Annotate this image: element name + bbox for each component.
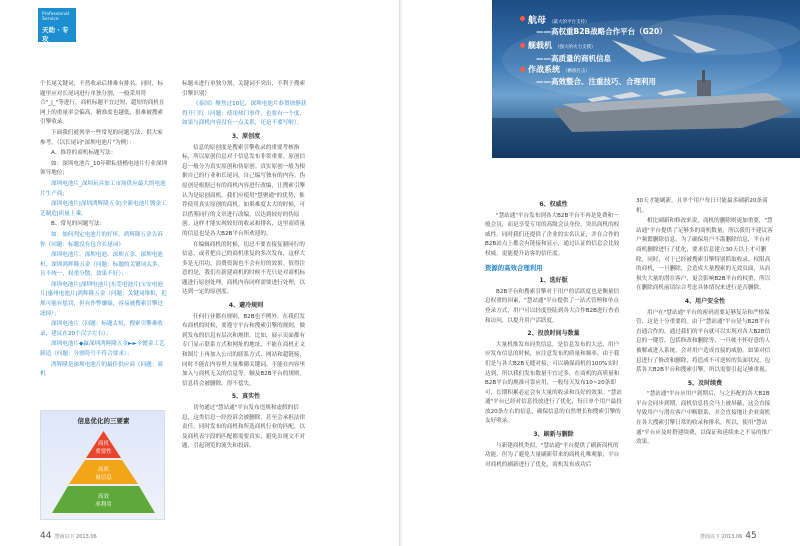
col1-para: A、推荐的商机标题写法： <box>51 150 117 157</box>
col1-para: 如：深圳电池片_10年耕耘骁楷电池片行业深圳领导地位； <box>40 160 168 177</box>
column-2 <box>182 80 310 530</box>
col2-para: 信息的原创度是搜索引擎收录的重要考核指标，所以原创信息对于信息发布非常重要。原创信息一般分为真实原创和伪原创。真实原创一般为根据自己的行业和长尾词，自己编写独有的内容。伪原创是根据已有的商机内容进行改编，让搜索引擎认为是原创商机。我们应使用"慧聚通"的优势，推荐使用真实原创的商机，如果难度太大的时候，可以借鉴同行的文章进行改编，以达到较好的伪原创。这样才能实现较好的收录和排名，这里商质量的信息也是各大B2B平台所欢迎的。 <box>182 144 306 237</box>
col2-heading: 5、真实性 <box>231 393 261 401</box>
tier-mid-label-2: 量信息 <box>95 475 112 481</box>
col2-para: 《泰国》聚焦过10亿，深圳电池片恭贺徐静获得开门红（问题：使用热门事件，也要有一个度，如果与商机内容没有一点关系，还是不要写啦）。 <box>182 101 307 127</box>
page-gutter <box>399 0 402 546</box>
col4-para: "慧站通"平台应用户到期后，与之匹配的各大B2B平台会同步到期，商机信息将会马上被屏蔽，这会直接导致用户与潜在客户中断联系，并会直接地让企业商机在各大搜索引擎日常的收录和排名。所以，使用"慧站通"平台应及时搭建续费，以保证和延续来之不易的推广效果。 <box>636 391 773 446</box>
figure-title: 信息优化的三要素 <box>77 417 130 425</box>
column-3 <box>485 197 622 530</box>
col3-para: "慧站通"平台发布到各大B2B平台不再是免费和一般会员，而是享受专用的高级会员身份，突出商机的权威性。同时我们还提供了企业的实名认证，并在合作的B2B站点上都会有链接和显示，通过认证的信息会比较权威，更能提升访客的信任度。 <box>485 212 620 257</box>
footer-right <box>700 531 757 541</box>
col2-para: 任何行业都有规则，B2B也不例外。在我们发布商机的时候，要遵守平台和搜索引擎的规则，做到发布的信息有层次和规律。比如，展示页面都有专门显示联系方式和网址的地址，不能在商机正文和图片上再加入公司的联系方式、网站和超链接，同时不能在内容里大量堆砌关键词、不能在内容里加入与商机无关的信息等。触及B2B平台的规则，信息将会被删除，得不偿失。 <box>182 313 306 387</box>
section-tag-en-2: Service <box>42 17 59 22</box>
col1-para: 深圳电池片_深圳玩具加工市场供应最大的电池片生产商； <box>40 180 166 197</box>
col2-para: 标题未进行单独分割，关键词不突出，不利于搜索引擎识别） <box>182 81 306 97</box>
tier-mid-label-1: 高质 <box>97 467 110 473</box>
section-tag <box>38 8 76 42</box>
bullet-icon <box>520 43 525 48</box>
bullet-icon <box>520 16 525 21</box>
col3-heading: 2、投放时间与数量 <box>527 330 580 338</box>
hero-line-3: 舰载机 （强大的火力支援） <box>528 41 596 50</box>
column-1 <box>40 80 168 402</box>
tier-bot-label-1: 高效 <box>97 494 110 500</box>
column-4 <box>636 197 774 530</box>
col1-para: 下面我们就列举一些常见的问题写法，供大家参考。（以长尾词"深圳电池片"为例）： <box>40 129 163 146</box>
col1-para: B、常见的问题写法： <box>51 221 106 228</box>
col3-heading: 3、刷新与删除 <box>533 431 574 439</box>
col3-para: 大量机推发布同类信息，是信息发布的大忌，用户应发布信息的时候，应注意发布的质量和频率。由于我们是与各大B2B无缝对接，可以确保商机的100%实时达到，所以我们发布数量不宜过多。在商机的高质量和B2B平台的规准可靠应用，一般每天发布10~20条即可，长期积累必定会有大量的收录和良好的效果。"慧站通"平台已经对信息投放进行了优化，每日单个用户最投放20条左右的信息，确保信息的自然增长和搜索引擎的友好收录。 <box>485 341 622 425</box>
pyramid-figure <box>40 410 165 520</box>
col3-heading: 6、权威性 <box>539 201 568 208</box>
hero-line-6: ——高效整合、注重技巧、合理利用 <box>536 77 656 86</box>
col1-para: 深圳电池片、深圳电池、深圳五金、深圳电池机、深圳鸿辉隆五金（问题：标题的关键词太多，且不统一，权重分散，效果不好）； <box>40 252 164 278</box>
section-heading: 资源的高效合理利用 <box>485 263 543 272</box>
section-tag-cn: 天助 · 专攻 <box>42 26 69 43</box>
col4-para: 用户在"慧站通"平台的密码需要足够复杂和严格保管，这是十分重要的。由于"慧站通"平台是与B2B平台直通合作的，通过我们的平台就可以实现对各大B2B信息的一键管，包括修改和删除等，一旦帐不怀好意的人被解或进入系统，会对用户造成直接的威胁。如果对信息进行了修改和删除，将造成不可逆转的负面状况，包括各大B2B平台和搜索引擎，所以需要引起足够重视。 <box>636 309 771 374</box>
col2-heading: 4、避冷规则 <box>228 302 264 310</box>
col4-para: 30天才能刷新，且单个用户每日只能最多刷新20条商机。 <box>636 198 768 214</box>
col1-para: 深圳电池片|深圳电池片|东莞电池片|宝安电池片|惠州电池片|鸿辉隆五金（问题：关键词堆积，犯规可能有惩罚，但有作弊嫌疑，容易被搜索引擎过滤掉）； <box>40 281 167 317</box>
pyramid-graphic <box>41 411 166 521</box>
hero-line-5: 作战系统 （精准打击） <box>528 65 590 74</box>
col3-para: 与新建商机类似，"慧站通"平台提供了刷新商机的功能，但为了避免大量刷新带来的商机礼唯观象，平台对商机的刷新进行了优化，商机发布成功后 <box>485 442 620 468</box>
footer-left-text: 慧商以下 2013.06 <box>54 534 97 540</box>
page-number-left: 44 <box>40 531 52 541</box>
tier-top-label-1: 商机 <box>97 441 110 447</box>
col1-para: 深圳电池片◆赢深圳鸿辉隆五金►►全镀金工艺制造（问题：分割符号不符合要求）； <box>40 341 165 358</box>
hero-line-4: ——高质量的商机信息 <box>536 54 611 63</box>
col3-para: B2B平台和搜索引擎对于用户的活跃度也是衡量信息权重的因素，"慧站通"平台提供了一站式管理和单点登录方式，用户可以轻度登陆到各大合作B2B进行查看和访问，以提升用户活跃度。 <box>485 288 620 324</box>
col2-para: 在编辑商机的时候，切忌不要直接复制同行的信息，或者把自己的商机重复的多次发布，这样大多是无用功，浪费资源也不会有好的效果。值得注意的是，我们在新建商机的时候不光只是对商机标题进行原创处理，商机内容同样需要进行处理，以达到一定的原创度。 <box>182 241 306 296</box>
tier-top-label-2: 重要性 <box>95 449 112 455</box>
col1-para: 如：如何判定电池片的好坏，鸿辉隆五金告诉你（问题：标题没有包含长尾词） <box>40 231 163 248</box>
bullet-icon <box>520 67 525 72</box>
col1-para: 个长尾关键词，不然收录后排难有排名。同时，标题里应对长尾词进行单独分割，一般采用符合"_|_"等进行。商机标题不宜过短，超短的商机在网上的重量率会偏高，精准度也越低，很难被搜索引擎收录。 <box>40 81 165 126</box>
tier-bot-label-2: 率利用 <box>95 502 112 508</box>
col1-para: 深圳电池片|深圳鸿辉隆五金|全新电池片镀金工艺制造|质量上乘。 <box>40 201 167 217</box>
col4-heading: 4、用户安全性 <box>684 297 726 305</box>
footer-right-text: 慧商以下 2013.06 <box>700 534 743 540</box>
col2-heading: 3、原创度 <box>231 132 261 140</box>
hero-line-2: ——高权重B2B战略合作平台（G20） <box>536 27 667 36</box>
hero-line-1: 航母 （最大的平台支持） <box>528 16 590 26</box>
col1-para: 鸿辉隆是深圳电池片的最佳供应商（问题：商机 <box>40 361 163 378</box>
col3-heading: 1、选好版 <box>539 277 568 285</box>
page-number-right: 45 <box>745 531 757 541</box>
col4-heading: 5、及时续费 <box>687 379 723 387</box>
col2-para: 切勿通过"慧站通"平台发布违规和虚假的信息，这类信息一经投诉会被删除，甚至会承担法律责任。同时发布的商机和所选商机行业的匹配，以及商机表字段的匹配都需要真实，避免出现文不对题，引起浏览的流失和投诉。 <box>182 405 306 450</box>
section-tag-en-1: Professional <box>42 12 70 17</box>
col1-para: 深圳电池片（问题：标题太短，搜索引擎难收录，建议在20个汉字左右）； <box>40 321 163 337</box>
footer-left <box>40 531 97 541</box>
col4-para: 相比刷新和修改来说，商机的删除则更加重要，"慧站通"平台提供了足够多的商机数量，所以我们不建议客户频繁删除信息。为了确保用户不滥删除信息，平台对商机删除进行了优化，要求信息建立30天以上才可删除，同时，对于已经被搜索引擎特别抓取收录、权限高的商机，一旦删除，会造成大量搜索的无效页面，从而损失大量的潜在客户，更会影响B2B平台的权重，所以在删除商机前请综合考虑具体情况来进行是否删除。 <box>636 218 773 292</box>
hero-image <box>492 0 800 158</box>
